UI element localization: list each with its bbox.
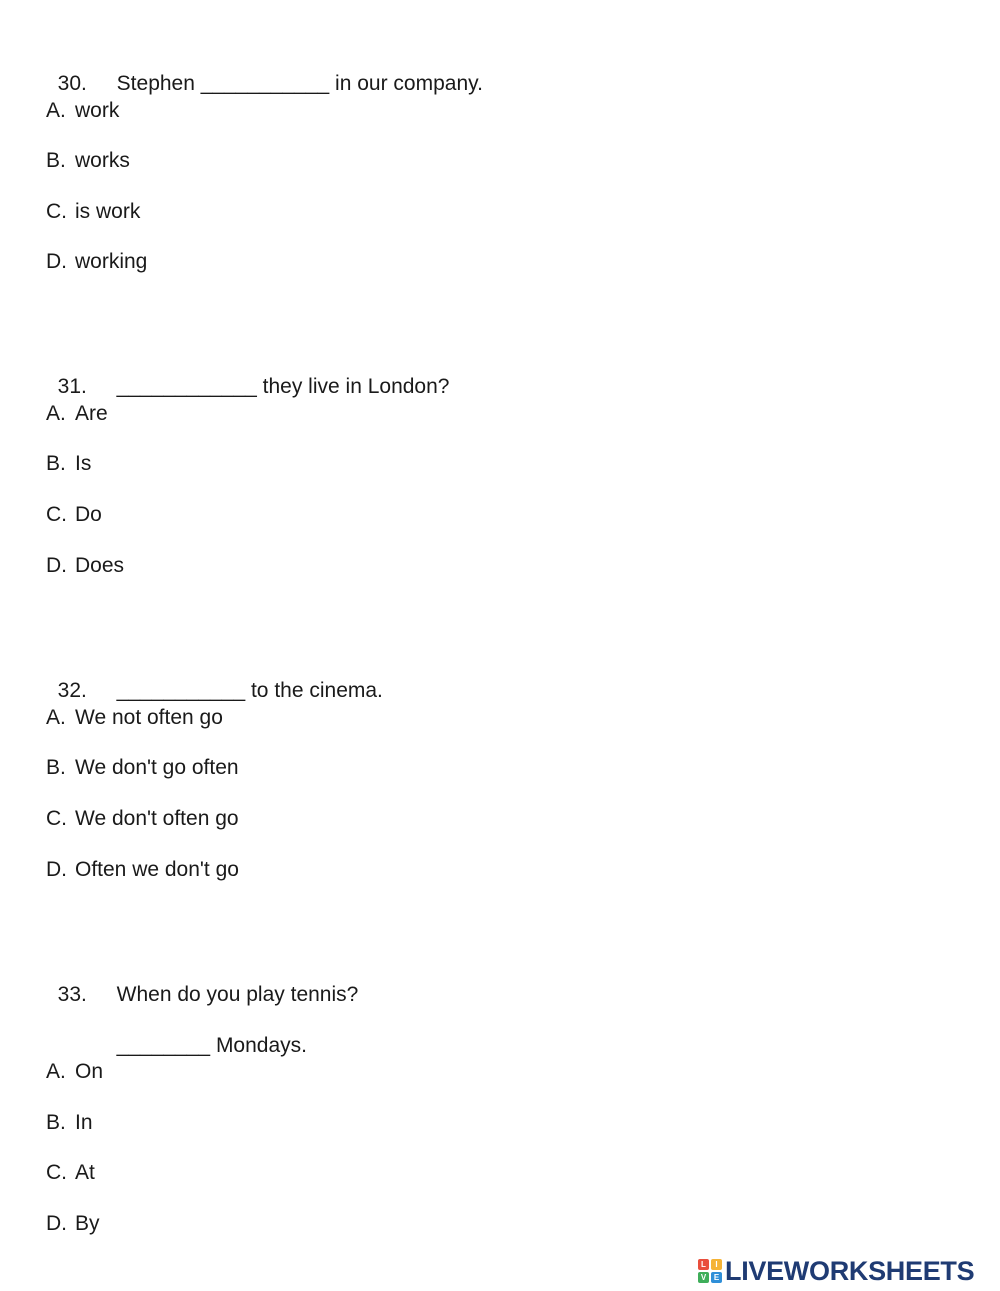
option-letter: D. [46,1212,67,1235]
question-33-answer-line [46,1010,307,1058]
option-text: works [75,149,130,172]
option-32-d[interactable] [46,858,239,882]
logo-text: LIVEWORKSHEETS [725,1255,975,1286]
option-letter: B. [46,1111,66,1134]
question-number: 31. [57,375,87,398]
liveworksheets-logo[interactable] [698,1256,974,1286]
option-30-a[interactable] [46,99,119,123]
option-33-a[interactable] [46,1060,103,1084]
option-letter: C. [46,807,67,830]
option-letter: B. [46,452,66,475]
question-number: 33. [57,983,87,1006]
option-32-b[interactable] [46,756,239,780]
option-31-b[interactable] [46,452,91,476]
option-text: We don't go often [75,756,239,779]
option-text: At [75,1161,95,1184]
question-stem: ____________ they live in London? [116,375,450,398]
option-text: Often we don't go [75,858,239,881]
option-text: By [75,1212,100,1235]
option-33-b[interactable] [46,1111,93,1135]
option-letter: B. [46,756,66,779]
option-letter: A. [46,1060,66,1083]
option-letter: D. [46,554,67,577]
question-30 [46,48,483,96]
option-text: working [75,250,148,273]
option-letter: C. [46,200,67,223]
question-stem: ___________ to the cinema. [116,679,383,702]
option-text: In [75,1111,93,1134]
question-31 [46,351,449,399]
logo-tile: I [711,1259,722,1270]
option-text: is work [75,200,141,223]
option-text: Do [75,503,102,526]
option-letter: C. [46,503,67,526]
option-letter: A. [46,99,66,122]
question-stem: Stephen ___________ in our company. [116,72,483,95]
option-letter: D. [46,250,67,273]
option-32-c[interactable] [46,807,239,831]
logo-tile: E [711,1272,722,1283]
option-31-a[interactable] [46,402,108,426]
option-letter: D. [46,858,67,881]
question-stem: When do you play tennis? [116,983,359,1006]
option-letter: C. [46,1161,67,1184]
question-number: 32. [57,679,87,702]
option-letter: B. [46,149,66,172]
option-30-d[interactable] [46,250,147,274]
option-text: On [75,1060,104,1083]
option-32-a[interactable] [46,706,223,730]
question-stem-continued: ________ Mondays. [116,1034,307,1057]
option-33-c[interactable] [46,1161,95,1185]
option-text: Are [75,402,108,425]
option-31-c[interactable] [46,503,102,527]
logo-tile: V [698,1272,709,1283]
question-number: 30. [57,72,87,95]
option-33-d[interactable] [46,1212,100,1236]
option-text: We don't often go [75,807,239,830]
option-text: work [75,99,120,122]
question-33 [46,959,358,1007]
option-letter: A. [46,402,66,425]
question-32 [46,655,383,703]
option-letter: A. [46,706,66,729]
option-30-c[interactable] [46,200,140,224]
logo-tile: L [698,1259,709,1270]
option-text: We not often go [75,706,223,729]
logo-mark-icon [698,1259,722,1283]
option-31-d[interactable] [46,554,124,578]
option-text: Is [75,452,92,475]
option-text: Does [75,554,125,577]
option-30-b[interactable] [46,149,130,173]
